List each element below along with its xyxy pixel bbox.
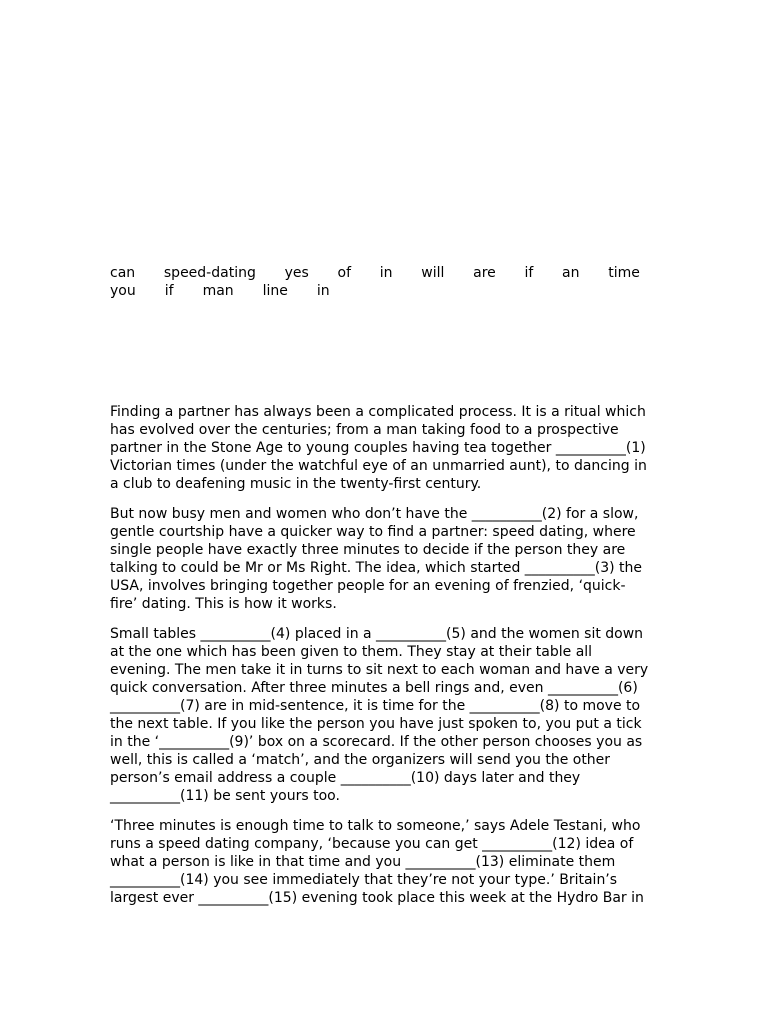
word-bank-word: line <box>262 283 288 299</box>
word-bank-word: in <box>316 283 330 299</box>
word-bank-word: will <box>421 265 445 281</box>
text-line: __________(11) be sent yours too. <box>110 788 340 804</box>
word-bank-word: can <box>110 265 136 281</box>
paragraph-2 <box>110 505 670 613</box>
paragraph-1 <box>110 403 670 493</box>
text-line: the next table. If you like the person you have just spoken to, you put a tick <box>110 716 642 732</box>
text-line: Small tables __________(4) placed in a __________(5) and the women sit down <box>110 626 644 642</box>
text-line: quick conversation. After three minutes a bell rings and, even __________(6) <box>110 680 638 696</box>
word-bank-word: if <box>524 265 534 281</box>
text-line: a club to deafening music in the twenty-first century. <box>110 476 482 492</box>
text-line: evening. The men take it in turns to sit next to each woman and have a very <box>110 662 649 678</box>
word-bank-word: you <box>110 283 136 299</box>
text-line: __________(14) you see immediately that they’re not your type.’ Britain’s <box>110 872 618 888</box>
text-line: fire’ dating. This is how it works. <box>110 596 337 612</box>
text-line: __________(7) are in mid-sentence, it is time for the __________(8) to move to <box>110 698 641 714</box>
text-line: has evolved over the centuries; from a man taking food to a prospective <box>110 422 619 438</box>
text-line: partner in the Stone Age to young couples having tea together __________(1) <box>110 440 646 456</box>
paragraph-3 <box>110 625 670 805</box>
text-line: Finding a partner has always been a complicated process. It is a ritual which <box>110 404 646 420</box>
word-bank-word: yes <box>284 265 309 281</box>
text-line: well, this is called a ‘match’, and the organizers will send you the other <box>110 752 611 768</box>
article-text <box>110 403 670 919</box>
text-line: in the ‘__________(9)’ box on a scorecard. If the other person chooses you as <box>110 734 643 750</box>
text-line: runs a speed dating company, ‘because you can get __________(12) idea of <box>110 836 634 852</box>
word-bank-row-2 <box>110 282 640 300</box>
word-bank-word: if <box>164 283 174 299</box>
text-line: person’s email address a couple __________(10) days later and they <box>110 770 581 786</box>
text-line: gentle courtship have a quicker way to find a partner: speed dating, where <box>110 524 636 540</box>
word-bank-word: are <box>473 265 496 281</box>
text-line: USA, involves bringing together people for an evening of frenzied, ‘quick- <box>110 578 626 594</box>
word-bank-word: man <box>202 283 234 299</box>
word-bank-word: in <box>379 265 393 281</box>
word-bank-word: of <box>337 265 352 281</box>
text-line: talking to could be Mr or Ms Right. The idea, which started __________(3) the <box>110 560 643 576</box>
text-line: Victorian times (under the watchful eye of an unmarried aunt), to dancing in <box>110 458 647 474</box>
text-line: But now busy men and women who don’t have the __________(2) for a slow, <box>110 506 639 522</box>
word-bank <box>110 264 640 300</box>
word-bank-word: speed-dating <box>163 265 256 281</box>
text-line: single people have exactly three minutes to decide if the person they are <box>110 542 626 558</box>
text-line: at the one which has been given to them. They stay at their table all <box>110 644 593 660</box>
paragraph-4 <box>110 817 670 907</box>
word-bank-word: time <box>608 265 640 281</box>
text-line: largest ever __________(15) evening took place this week at the Hydro Bar in <box>110 890 644 906</box>
word-bank-word: an <box>562 265 580 281</box>
word-bank-row-1 <box>110 264 640 282</box>
text-line: what a person is like in that time and you __________(13) eliminate them <box>110 854 616 870</box>
text-line: ‘Three minutes is enough time to talk to someone,’ says Adele Testani, who <box>110 818 641 834</box>
